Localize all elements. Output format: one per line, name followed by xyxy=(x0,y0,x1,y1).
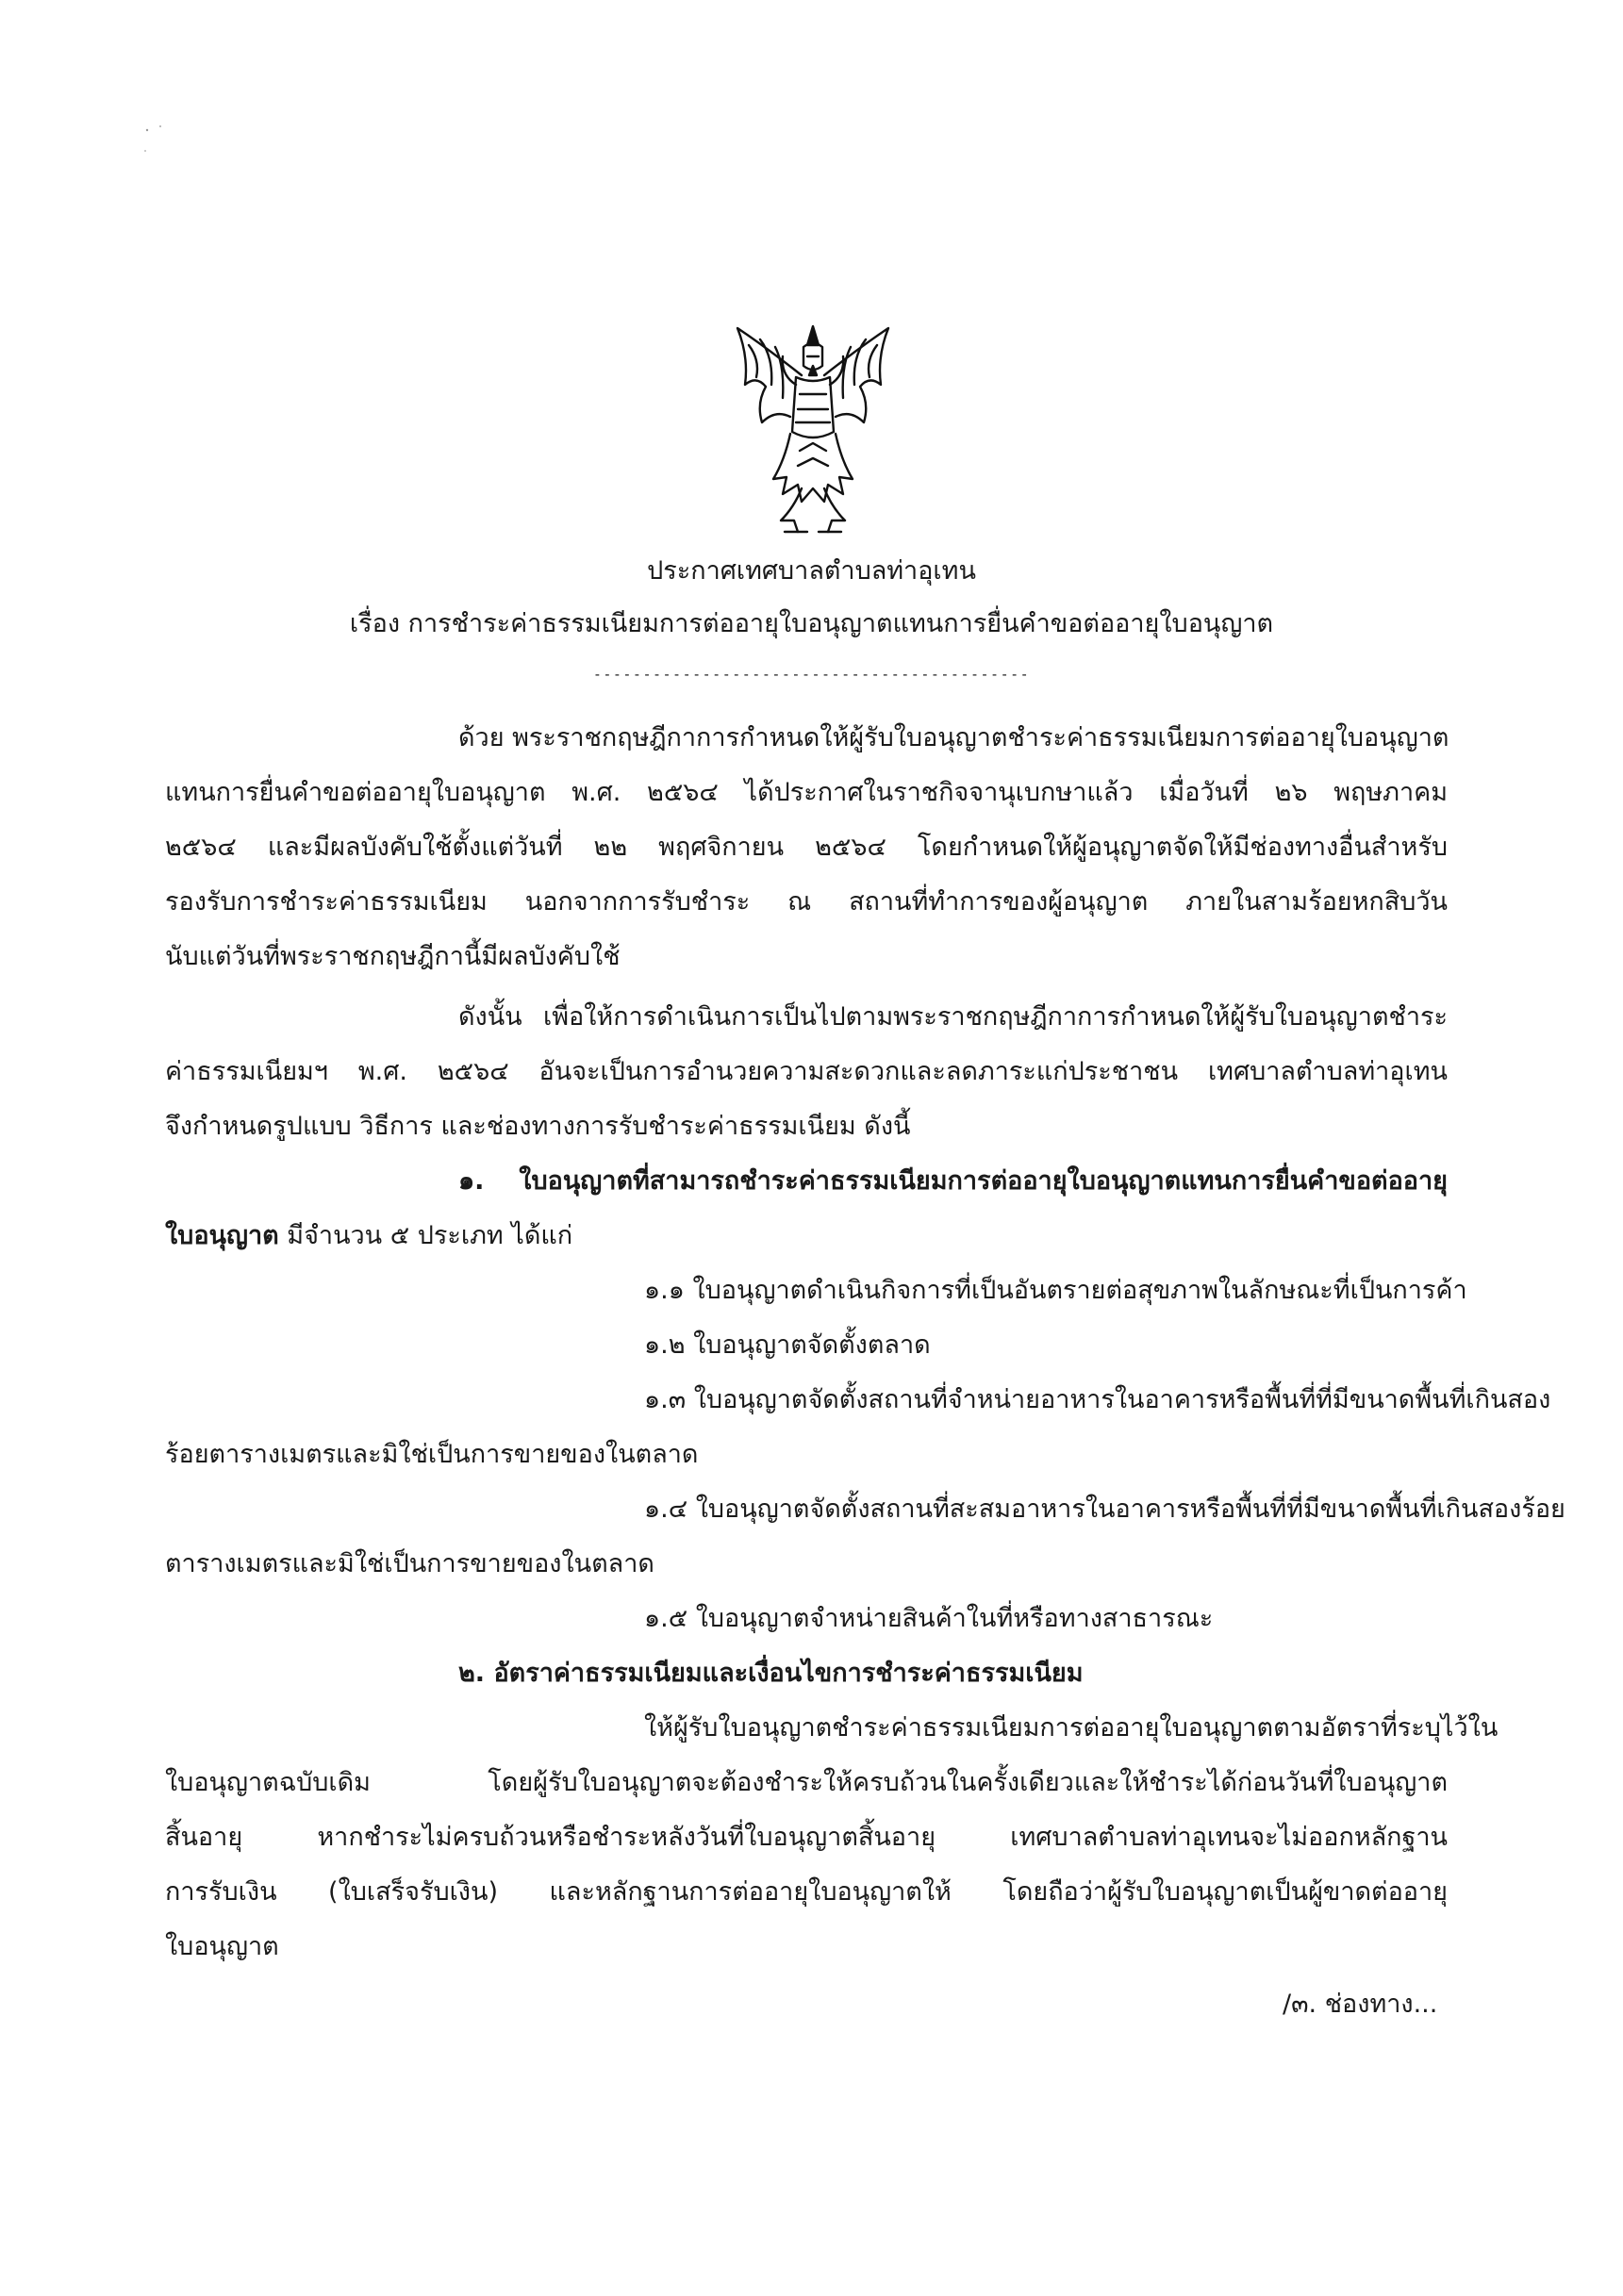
section2-line1: ให้ผู้รับใบอนุญาตชำระค่าธรรมเนียมการต่ออายุใบอนุญาตตามอัตราที่ระบุไว้ใน xyxy=(644,1713,1499,1743)
section2-line2: ใบอนุญาตฉบับเดิม โดยผู้รับใบอนุญาตจะต้องชำระให้ครบถ้วนในครั้งเดียวและให้ชำระได้ก่อนวันที่ใบอนุญาต xyxy=(165,1768,1448,1797)
document-body xyxy=(165,711,1565,1974)
para2-line2: ค่าธรรมเนียมฯ พ.ศ. ๒๕๖๔ อันจะเป็นการอำนวยความสะดวกและลดภาระแก่ประชาชน เทศบาลตำบลท่าอุเทน xyxy=(165,1057,1448,1086)
section1-heading-line1: ๑. ใบอนุญาตที่สามารถชำระค่าธรรมเนียมการต่ออายุใบอนุญาตแทนการยื่นคำขอต่ออายุ xyxy=(458,1166,1448,1196)
section1-item-3a: ๑.๓ ใบอนุญาตจัดตั้งสถานที่จำหน่ายอาหารในอาคารหรือพื้นที่ที่มีขนาดพื้นที่เกินสอง xyxy=(644,1385,1551,1414)
para1-line3: ๒๕๖๔ และมีผลบังคับใช้ตั้งแต่วันที่ ๒๒ พฤศจิกายน ๒๕๖๔ โดยกำหนดให้ผู้อนุญาตจัดให้มีช่องทางอื่นสำหรับ xyxy=(165,833,1448,862)
garuda-emblem-icon xyxy=(728,319,898,541)
para1-line1: ด้วย พระราชกฤษฎีกาการกำหนดให้ผู้รับใบอนุญาตชำระค่าธรรมเนียมการต่ออายุใบอนุญาต xyxy=(458,723,1449,752)
section2-line5: ใบอนุญาต xyxy=(165,1932,279,1961)
section1-item-1: ๑.๑ ใบอนุญาตดำเนินกิจการที่เป็นอันตรายต่อสุขภาพในลักษณะที่เป็นการค้า xyxy=(644,1276,1467,1305)
para1-line2: แทนการยื่นคำขอต่ออายุใบอนุญาต พ.ศ. ๒๕๖๔ ได้ประกาศในราชกิจจานุเบกษาแล้ว เมื่อวันที่ ๒๖ พฤษภาคม xyxy=(165,778,1448,807)
section2-heading: ๒. อัตราค่าธรรมเนียมและเงื่อนไขการชำระค่าธรรมเนียม xyxy=(458,1659,1084,1688)
para1-line5: นับแต่วันที่พระราชกฤษฎีกานี้มีผลบังคับใช้ xyxy=(165,942,621,971)
section1-item-4b: ตารางเมตรและมิใช่เป็นการขายของในตลาด xyxy=(165,1549,654,1578)
title-separator: -------------------------------------------- xyxy=(592,666,1031,683)
announcement-subject: เรื่อง การชำระค่าธรรมเนียมการต่ออายุใบอนุญาตแทนการยื่นคำขอต่ออายุใบอนุญาต xyxy=(349,609,1274,638)
section1-heading-rest: มีจำนวน ๕ ประเภท ได้แก่ xyxy=(278,1221,573,1250)
section2-line3: สิ้นอายุ หากชำระไม่ครบถ้วนหรือชำระหลังวันที่ใบอนุญาตสิ้นอายุ เทศบาลตำบลท่าอุเทนจะไม่ออกหลักฐาน xyxy=(165,1823,1448,1852)
section1-heading-line2 xyxy=(165,1209,1448,1264)
announcement-title: ประกาศเทศบาลตำบลท่าอุเทน xyxy=(647,556,976,586)
section1-item-4a: ๑.๔ ใบอนุญาตจัดตั้งสถานที่สะสมอาหารในอาคารหรือพื้นที่ที่มีขนาดพื้นที่เกินสองร้อย xyxy=(644,1495,1565,1524)
section1-item-3b: ร้อยตารางเมตรและมิใช่เป็นการขายของในตลาด xyxy=(165,1440,699,1469)
section1-item-5: ๑.๕ ใบอนุญาตจำหน่ายสินค้าในที่หรือทางสาธารณะ xyxy=(644,1604,1214,1633)
para2-line1: ดังนั้น เพื่อให้การดำเนินการเป็นไปตามพระราชกฤษฎีกาการกำหนดให้ผู้รับใบอนุญาตชำระ xyxy=(458,1002,1448,1032)
section2-line4: การรับเงิน (ใบเสร็จรับเงิน) และหลักฐานการต่ออายุใบอนุญาตให้ โดยถือว่าผู้รับใบอนุญาตเป็นผู้ขาดต่ออายุ xyxy=(165,1877,1448,1907)
continuation-marker: /๓. ช่องทาง... xyxy=(1283,1990,1438,2019)
para2-line3: จึงกำหนดรูปแบบ วิธีการ และช่องทางการรับชำระค่าธรรมเนียม ดังนี้ xyxy=(165,1112,911,1141)
section1-item-2: ๑.๒ ใบอนุญาตจัดตั้งตลาด xyxy=(644,1330,931,1360)
para1-line4: รองรับการชำระค่าธรรมเนียม นอกจากการรับชำระ ณ สถานที่ทำการของผู้อนุญาต ภายในสามร้อยหกสิบวัน xyxy=(165,887,1448,917)
section1-heading-bold: ใบอนุญาต xyxy=(165,1221,279,1250)
scan-specks xyxy=(141,123,179,160)
